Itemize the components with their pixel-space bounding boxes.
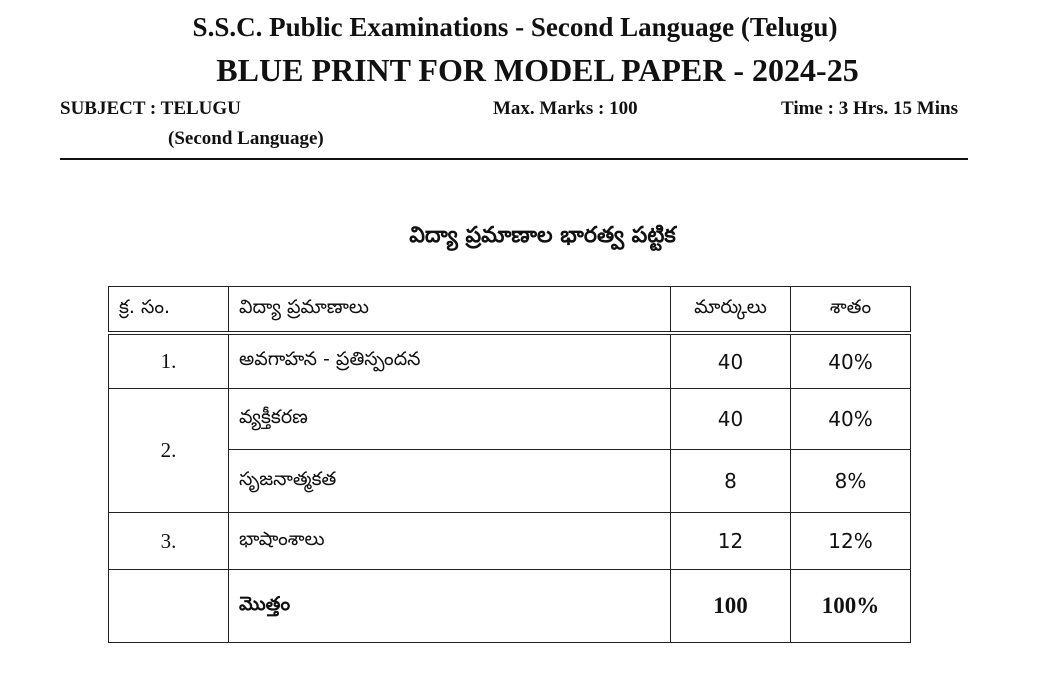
column-header-serial: క్ర. సం.: [109, 287, 229, 334]
total-label: మొత్తం: [229, 570, 671, 643]
time-label: Time : 3 Hrs. 15 Mins: [781, 98, 958, 119]
row-marks: [671, 333, 791, 389]
row-percent-text: 12%: [828, 529, 873, 553]
row-standard: వ్యక్తీకరణ: [229, 389, 671, 450]
row-marks: [671, 389, 791, 450]
max-marks-label: Max. Marks : 100: [493, 98, 638, 119]
subject-label: SUBJECT : TELUGU: [60, 98, 241, 119]
row-standard: అవగాహన - ప్రతిస్పందన: [229, 333, 671, 389]
row-percent: [791, 513, 911, 570]
row-serial: [109, 333, 229, 389]
total-row: [109, 570, 911, 643]
table-title: విద్యా ప్రమాణాల భారత్వ పట్టిక: [409, 223, 676, 248]
row-marks: [671, 450, 791, 513]
header-divider: [60, 158, 968, 160]
exam-title: S.S.C. Public Examinations - Second Language (Telugu): [192, 12, 838, 42]
row-marks-text: 40: [717, 349, 744, 374]
row-marks-text: 12: [717, 529, 744, 553]
row-marks: [671, 513, 791, 570]
row-serial-text: 3.: [160, 528, 177, 553]
row-percent-text: 8%: [834, 469, 867, 493]
total-marks: 100: [671, 570, 791, 643]
row-serial: [109, 513, 229, 570]
column-header-percent: శాతం: [791, 287, 911, 334]
row-serial: [109, 389, 229, 513]
column-header-marks: మార్కులు: [671, 287, 791, 334]
total-percent: 100%: [791, 570, 911, 643]
row-percent-text: 40%: [828, 407, 873, 431]
table-header-row: [109, 287, 911, 334]
row-serial-text: 1.: [160, 349, 177, 373]
row-standard: భాషాంశాలు: [229, 513, 671, 570]
weightage-table: [108, 286, 911, 643]
row-marks-text: 8: [724, 469, 737, 493]
row-percent: [791, 333, 911, 389]
subject-sublabel: (Second Language): [168, 128, 324, 149]
row-standard: సృజనాత్మకత: [229, 450, 671, 513]
row-percent-text: 40%: [828, 349, 873, 374]
table-row: [109, 450, 911, 513]
table-row: [109, 513, 911, 570]
row-marks-text: 40: [717, 407, 744, 431]
row-percent: [791, 450, 911, 513]
row-serial-text: 2.: [160, 438, 177, 462]
table-row: [109, 333, 911, 389]
column-header-standard: విద్యా ప్రమాణాలు: [229, 287, 671, 334]
table-row: [109, 389, 911, 450]
blueprint-title: BLUE PRINT FOR MODEL PAPER - 2024-25: [216, 52, 859, 88]
row-percent: [791, 389, 911, 450]
total-serial-empty: [109, 570, 229, 643]
